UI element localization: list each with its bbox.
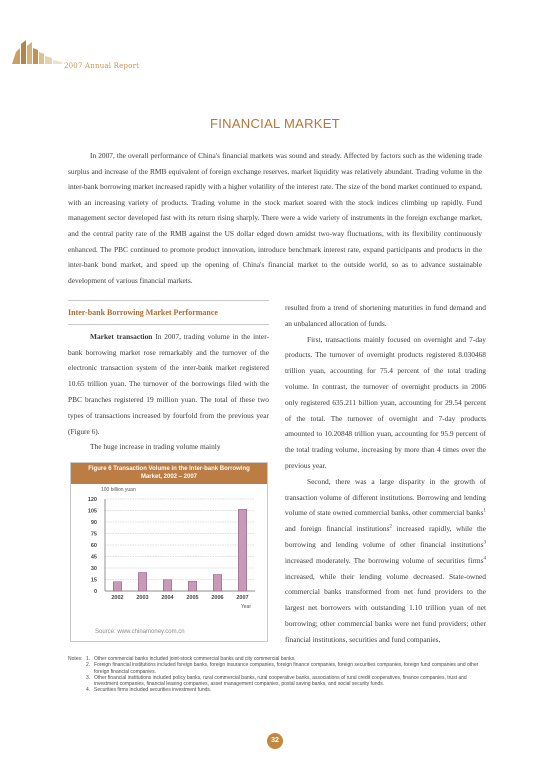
right-column [285, 300, 486, 648]
text-run: increased moderately. The borrowing volume of securities firms [285, 555, 484, 565]
bar-2004 [163, 580, 172, 591]
footnote-2 [68, 662, 488, 675]
paragraph-text: In 2007, trading volume in the inter-bank borrowing market rose remarkably and the turnover of the electronic transaction system of the inter-bank market registered 10.65 trillion yuan. The turnover of the borrowings filed with the PBC branches registered 19 million yuan. The total of these two types of transactions increased by fourfold from the previous year (Figure 6). [68, 331, 269, 436]
market-transaction-paragraph [68, 329, 269, 440]
footnote-number: 2. [86, 662, 91, 669]
y-tick-label: 75 [90, 531, 97, 538]
text-run: and foreign financial institutions [285, 524, 390, 534]
footnote-ref-1: 1 [483, 508, 486, 514]
figure-6 [70, 462, 268, 642]
x-tick-label: 2002 [111, 595, 124, 601]
footnote-text: Foreign financial institutions included foreign banks, foreign insurance companies, foreign finance companies, foreign securities companies, foreign fund companies and other foreign financial companies. [94, 662, 479, 675]
text-run: Second, there was a large disparity in the growth of transaction volume of different institutions. Borrowing and lending volume of state owned commercial banks, other commercial banks [285, 476, 486, 518]
x-tick-label: 2003 [136, 595, 149, 601]
intro-section [68, 148, 482, 288]
footnote-4 [68, 687, 488, 693]
bar-2003 [138, 573, 147, 591]
report-label: 2007 Annual Report [64, 62, 140, 70]
bar-chart [71, 481, 267, 623]
x-tick-label: 2006 [211, 595, 224, 601]
text-run: increased rapidly, while the borrowing and lending volume of other financial institutions [285, 524, 487, 549]
y-tick-label: 45 [90, 554, 97, 561]
figure-title: Figure 6 Transaction Volume in the Inter-bank Borrowing Market, 2002 – 2007 [71, 463, 267, 484]
text-run: increased, while their lending volume decreased. State-owned commercial banks transformed from net fund providers to the largest net borrowers with outstanding 1.10 trillion yuan of net borrowing; other commercial banks were net fund providers; other financial institutions, securities and fund companies, [285, 571, 486, 644]
first-point-paragraph: First, transactions mainly focused on overnight and 7-day products. The turnover of overnight products registered 8.030468 trillion yuan, accounting for 75.4 percent of the total trading volume. In contrast, the turnover of overnight products in 2006 only registered 635.211 billion yuan, accounting for 29.54 percent of the total. The turnover of overnight and 7-day products amounted to 10.20848 trillion yuan, accounting for 95.9 percent of the total trading volume, increasing by more than 4 times over the previous year. [285, 334, 486, 470]
x-tick-label: 2005 [186, 595, 199, 601]
bar-2002 [113, 582, 122, 591]
x-tick-label: 2004 [161, 595, 174, 601]
intro-paragraph: In 2007, the overall performance of China's financial markets was sound and steady. Affected by factors such as the widening trade surplus and increase of the RMB equivalent of foreign exchange reserves, market liquidity was relatively abundant. Trading volume in the inter-bank borrowing market increased rapidly with a higher volatility of the interest rate. The size of the bond market continued to expand, with an increasing variety of products. Trading volume in the stock market soared with the stock indices climbing up rapidly. Fund management sector developed fast with its return rising sharply. There were a wide variety of instruments in the foreign exchange market, and the central parity rate of the RMB against the US dollar edged down amidst two-way fluctuations, with its flexibility continuously enhanced. The PBC continued to promote product innovation, introduce benchmark interest rate, expand participants and products in the inter-bank bond market, and speed up the opening of China's financial market to the outside world, so as to advance sustainable development of various financial markets. [68, 151, 482, 285]
footnote-number: 4. [86, 687, 91, 694]
y-tick-label: 15 [90, 577, 97, 584]
x-tick-label: 2007 [236, 595, 249, 601]
notes-label: Notes: [68, 656, 83, 662]
footnote-text: Other financial institutions included policy banks, rural commercial banks, rural cooperative banks, associations of rural credit cooperatives, finance companies, trust and investment companies, financial leasing companies, asset management companies, postal saving banks, and social security funds. [94, 674, 467, 688]
continuation-paragraph: resulted from a trend of shortening maturities in fund demand and an unbalanced allocation of funds. [285, 303, 486, 328]
y-tick-label: 0 [93, 589, 97, 595]
bar-2006 [213, 575, 222, 591]
footnote-number: 1. [86, 656, 91, 662]
figure-source: Source: www.chinamoney.com.cn [95, 629, 185, 635]
y-tick-label: 30 [90, 566, 97, 572]
left-column [68, 300, 269, 455]
bar-2007 [238, 509, 247, 591]
annual-report-logo [12, 38, 62, 64]
footnote-text: Securities firms included securities investment funds. [94, 687, 212, 694]
footnote-ref-3: 3 [483, 540, 486, 546]
trading-volume-paragraph: The huge increase in trading volume mainly [90, 442, 221, 452]
footnotes [68, 656, 488, 694]
x-axis-label: Year [240, 604, 251, 610]
y-tick-label: 60 [90, 543, 97, 549]
footnote-ref-2: 2 [389, 524, 392, 530]
second-point-paragraph [285, 474, 486, 648]
page-title: FINANCIAL MARKET [209, 116, 340, 131]
y-axis-label: 100 billion yuan [101, 487, 136, 493]
footnote-ref-4: 4 [483, 556, 486, 562]
bar-2005 [188, 581, 197, 591]
footnote-text: Other commercial banks included joint-stock commercial banks and city commercial banks. [94, 656, 296, 662]
page-number: 32 [267, 733, 283, 749]
footnote-3 [68, 675, 488, 688]
section-rule-bottom [68, 324, 269, 325]
y-tick-label: 120 [87, 497, 97, 503]
y-tick-label: 90 [90, 520, 97, 526]
run-in-heading: Market transaction [90, 331, 153, 341]
y-tick-label: 105 [87, 508, 97, 515]
footnote-number: 3. [86, 674, 91, 681]
section-heading: Inter-bank Borrowing Market Performance [68, 308, 218, 317]
